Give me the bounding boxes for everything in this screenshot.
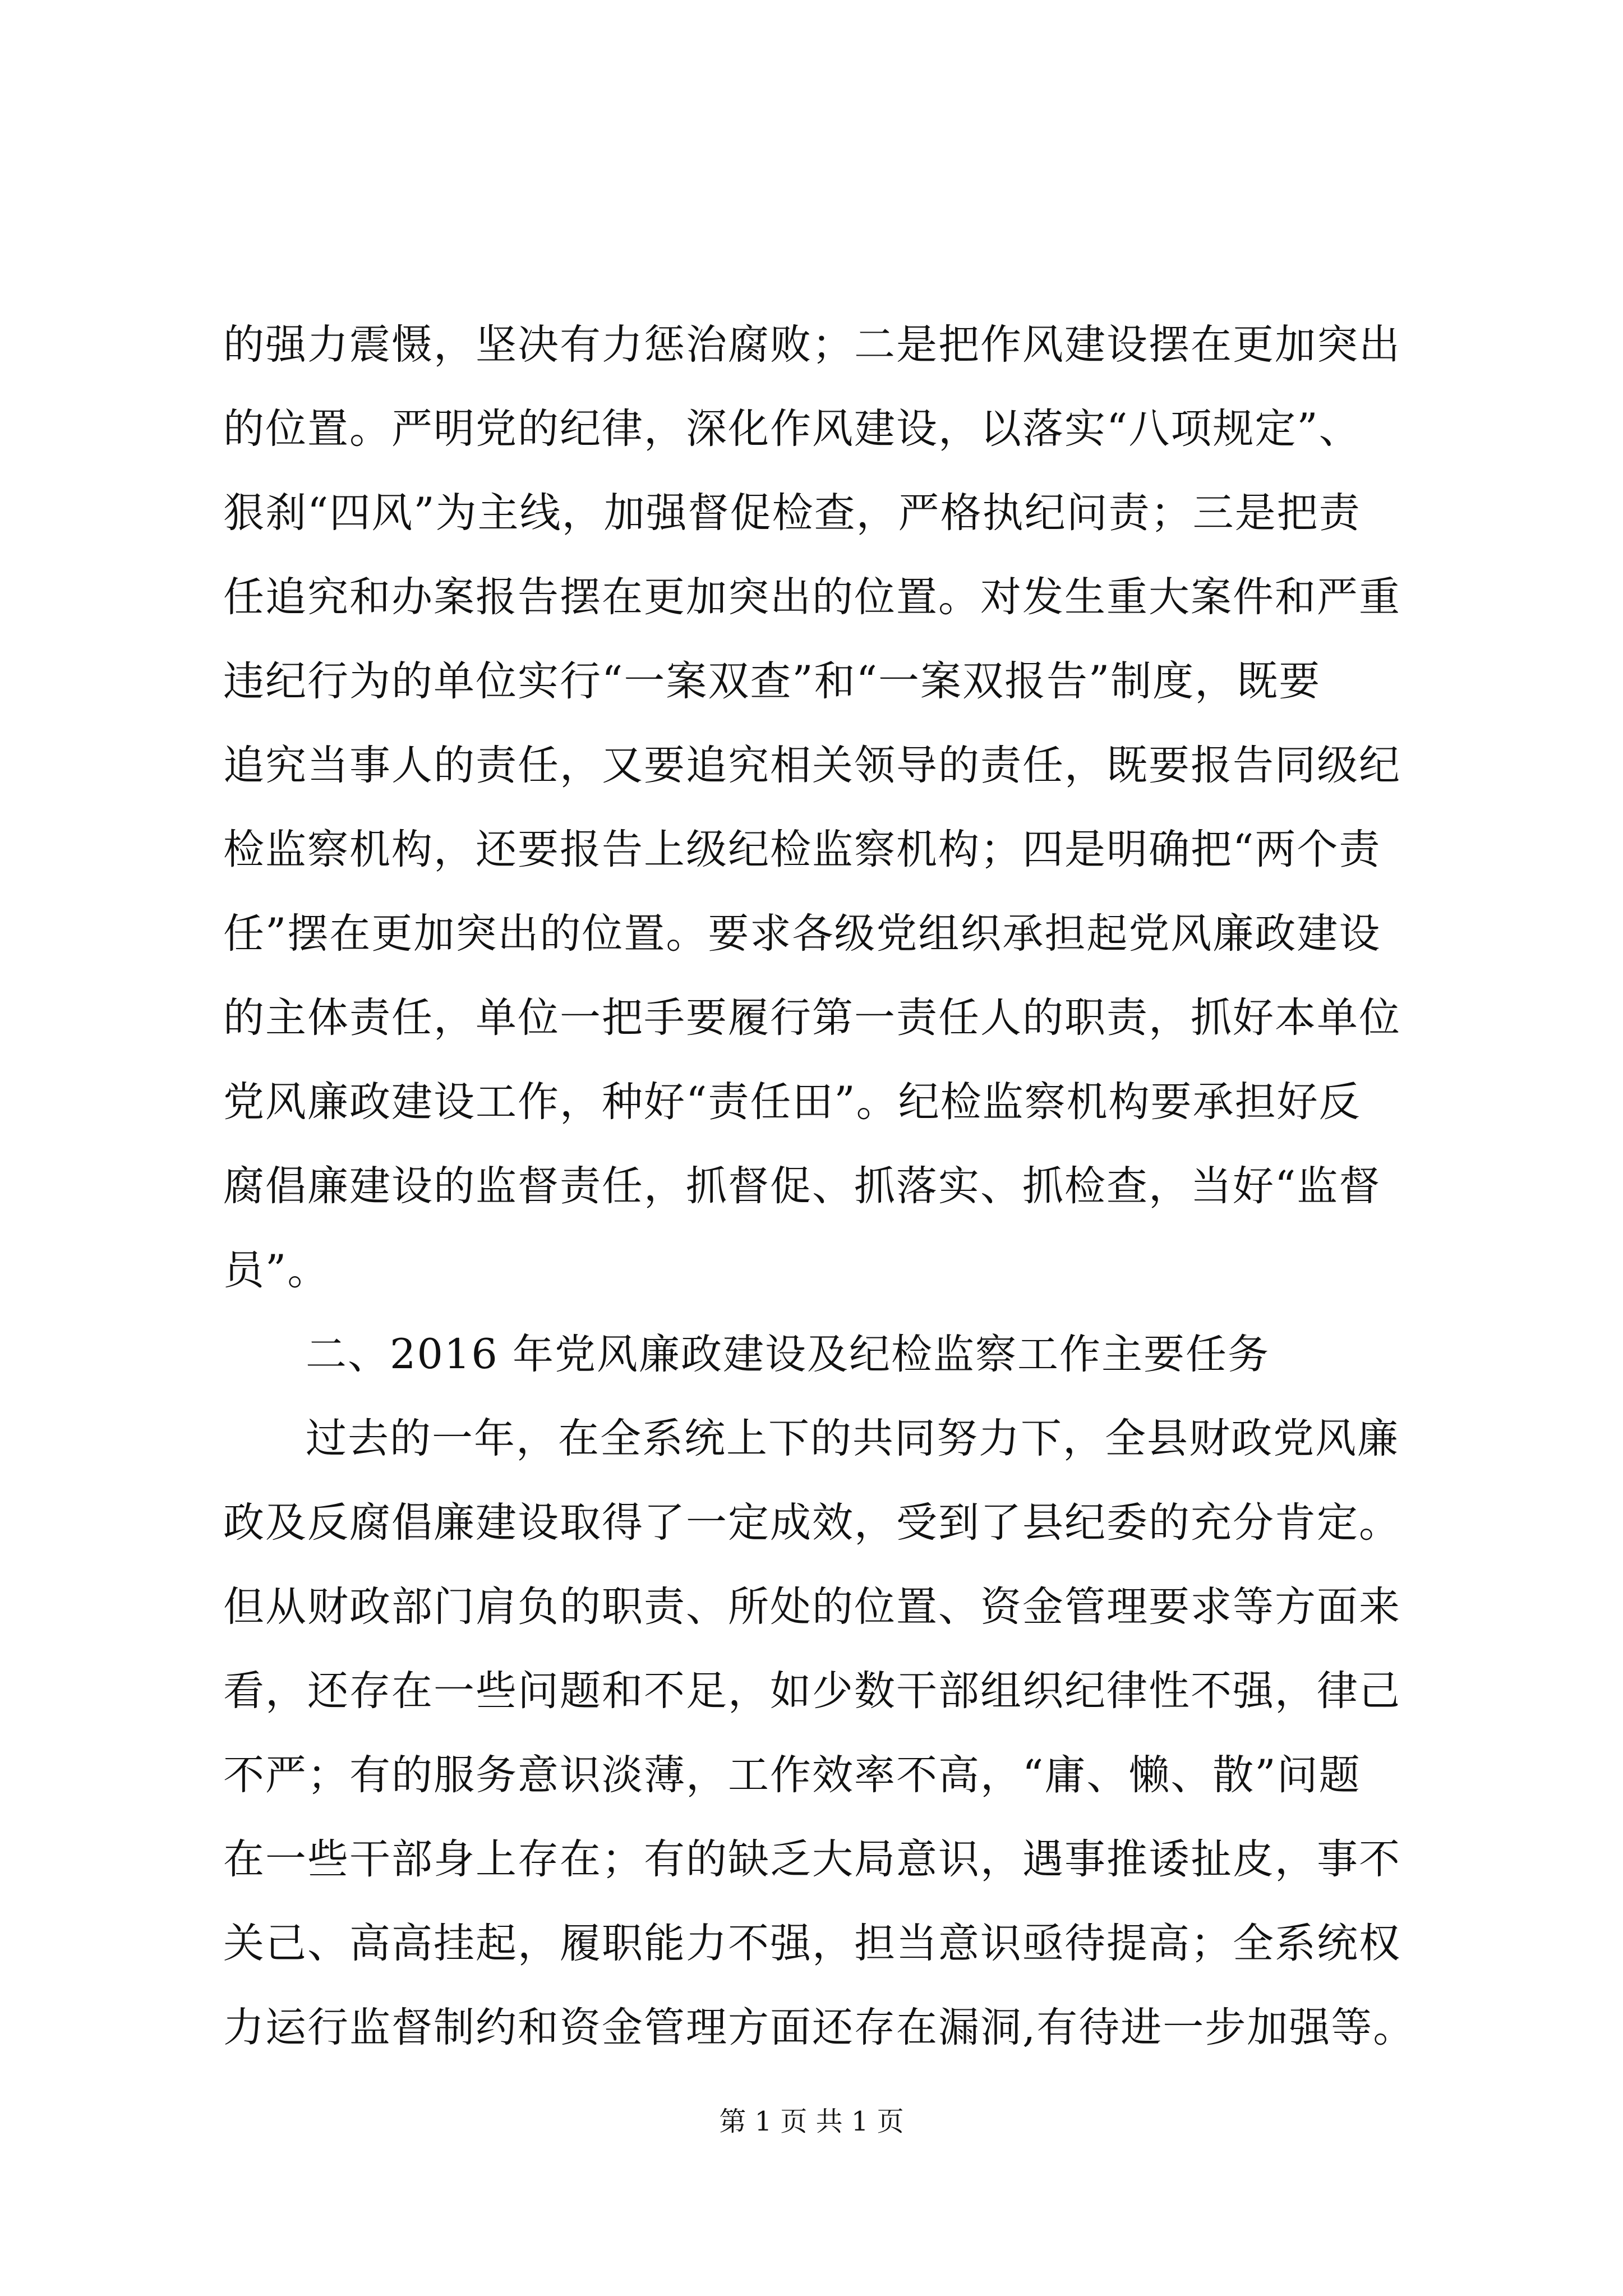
- text-line: 任追究和办案报告摆在更加突出的位置。对发生重大案件和严重: [223, 573, 1401, 621]
- page-footer: 第 1 页 共 1 页: [719, 2106, 904, 2137]
- text-line: 任”摆在更加突出的位置。要求各级党组织承担起党风廉政建设: [223, 910, 1381, 958]
- text-line: 过去的一年，在全系统上下的共同努力下，全县财政党风廉: [306, 1415, 1399, 1462]
- text-line: 在一些干部身上存在；有的缺乏大局意识，遇事推诿扯皮，事不: [223, 1835, 1401, 1883]
- text-line: 的位置。严明党的纪律，深化作风建设，以落实“八项规定”、: [223, 405, 1361, 453]
- text-line: 不严；有的服务意识淡薄，工作效率不高，“庸、懒、散”问题: [223, 1751, 1361, 1799]
- text-line: 狠刹“四风”为主线，加强督促检查，严格执纪问责；三是把责: [223, 489, 1361, 537]
- section-heading: 二、2016 年党风廉政建设及纪检监察工作主要任务: [306, 1331, 1270, 1378]
- text-line: 力运行监督制约和资金管理方面还存在漏洞,有待进一步加强等。: [223, 2004, 1415, 2051]
- text-line: 党风廉政建设工作，种好“责任田”。纪检监察机构要承担好反: [223, 1078, 1361, 1126]
- text-line: 员”。: [223, 1246, 330, 1294]
- text-line: 政及反腐倡廉建设取得了一定成效，受到了县纪委的充分肯定。: [223, 1499, 1401, 1547]
- text-line: 的强力震慑，坚决有力惩治腐败；二是把作风建设摆在更加突出: [223, 321, 1401, 369]
- text-line: 腐倡廉建设的监督责任，抓督促、抓落实、抓检查，当好“监督: [223, 1162, 1381, 1210]
- text-line: 违纪行为的单位实行“一案双查”和“一案双报告”制度，既要: [223, 657, 1321, 705]
- text-line: 的主体责任，单位一把手要履行第一责任人的职责，抓好本单位: [223, 994, 1401, 1042]
- text-line: 检监察机构，还要报告上级纪检监察机构；四是明确把“两个责: [223, 826, 1381, 873]
- text-line: 但从财政部门肩负的职责、所处的位置、资金管理要求等方面来: [223, 1583, 1401, 1631]
- text-line: 追究当事人的责任，又要追究相关领导的责任，既要报告同级纪: [223, 742, 1401, 789]
- text-line: 看，还存在一些问题和不足，如少数干部组织纪律性不强，律己: [223, 1667, 1401, 1715]
- text-line: 关己、高高挂起，履职能力不强，担当意识亟待提高；全系统权: [223, 1920, 1401, 1967]
